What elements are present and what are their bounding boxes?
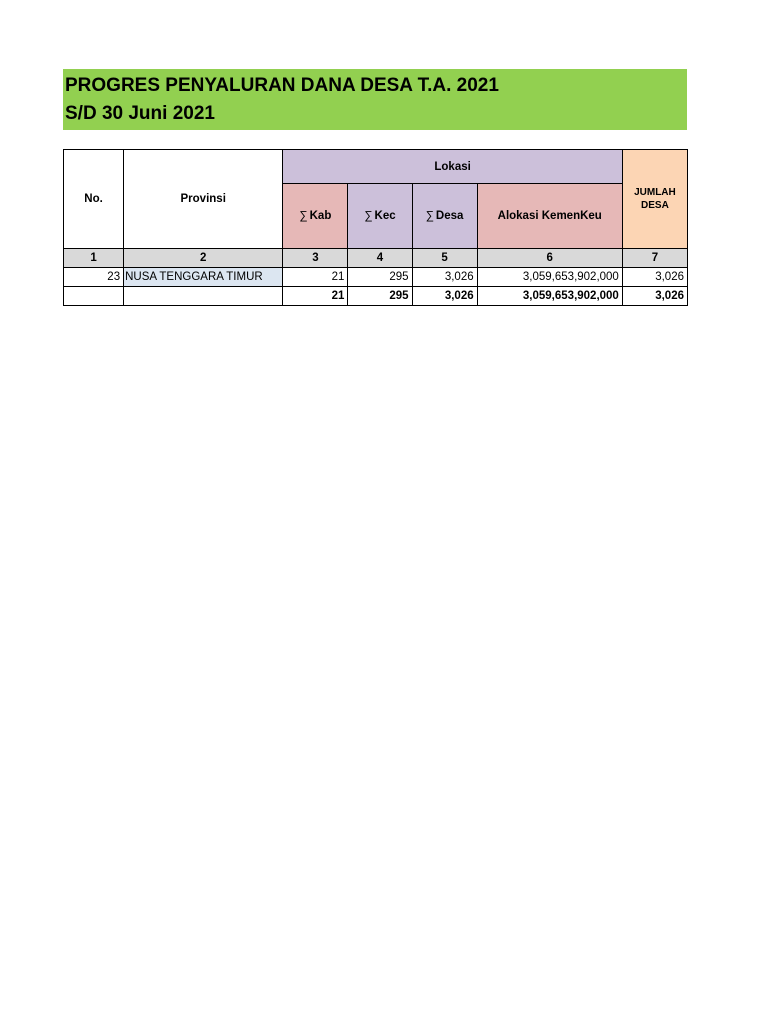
- header-kab-label: Kab: [309, 210, 332, 222]
- header-alokasi: Alokasi KemenKeu: [477, 184, 622, 249]
- header-kec-label: Kec: [374, 210, 396, 222]
- header-jumlah-desa: JUMLAH DESA: [622, 150, 687, 249]
- header-desa: [412, 184, 477, 249]
- title-line-1: PROGRES PENYALURAN DANA DESA T.A. 2021: [65, 75, 499, 96]
- cell-alokasi: 3,059,653,902,000: [477, 268, 622, 287]
- column-number: 1: [64, 249, 124, 268]
- header-desa-label: Desa: [435, 210, 464, 222]
- cell-provinsi: NUSA TENGGARA TIMUR: [124, 268, 283, 287]
- cell-kab: 21: [283, 268, 348, 287]
- title-line-2: S/D 30 Juni 2021: [65, 103, 215, 124]
- column-number: 3: [283, 249, 348, 268]
- cell-no: 23: [64, 268, 124, 287]
- total-jumlah-desa: 3,026: [622, 287, 687, 306]
- header-kab: [283, 184, 348, 249]
- cell-jumlah-desa: 3,026: [622, 268, 687, 287]
- title-banner: [63, 69, 687, 130]
- column-number: 5: [412, 249, 477, 268]
- sigma-kec: ∑: [364, 210, 373, 222]
- total-provinsi: [124, 287, 283, 306]
- column-number: 2: [124, 249, 283, 268]
- total-desa: 3,026: [412, 287, 477, 306]
- total-no: [64, 287, 124, 306]
- total-kec: 295: [348, 287, 412, 306]
- column-number: 6: [477, 249, 622, 268]
- header-kec: [348, 184, 412, 249]
- table-row: [64, 268, 688, 287]
- cell-desa: 3,026: [412, 268, 477, 287]
- data-table: [63, 149, 688, 306]
- sigma-kab: ∑: [299, 210, 308, 222]
- header-provinsi: Provinsi: [124, 150, 283, 249]
- total-row: [64, 287, 688, 306]
- total-alokasi: 3,059,653,902,000: [477, 287, 622, 306]
- sigma-desa: ∑: [425, 210, 434, 222]
- header-no: No.: [64, 150, 124, 249]
- column-number: 4: [348, 249, 412, 268]
- cell-kec: 295: [348, 268, 412, 287]
- column-number: 7: [622, 249, 687, 268]
- header-lokasi: Lokasi: [283, 150, 623, 184]
- total-kab: 21: [283, 287, 348, 306]
